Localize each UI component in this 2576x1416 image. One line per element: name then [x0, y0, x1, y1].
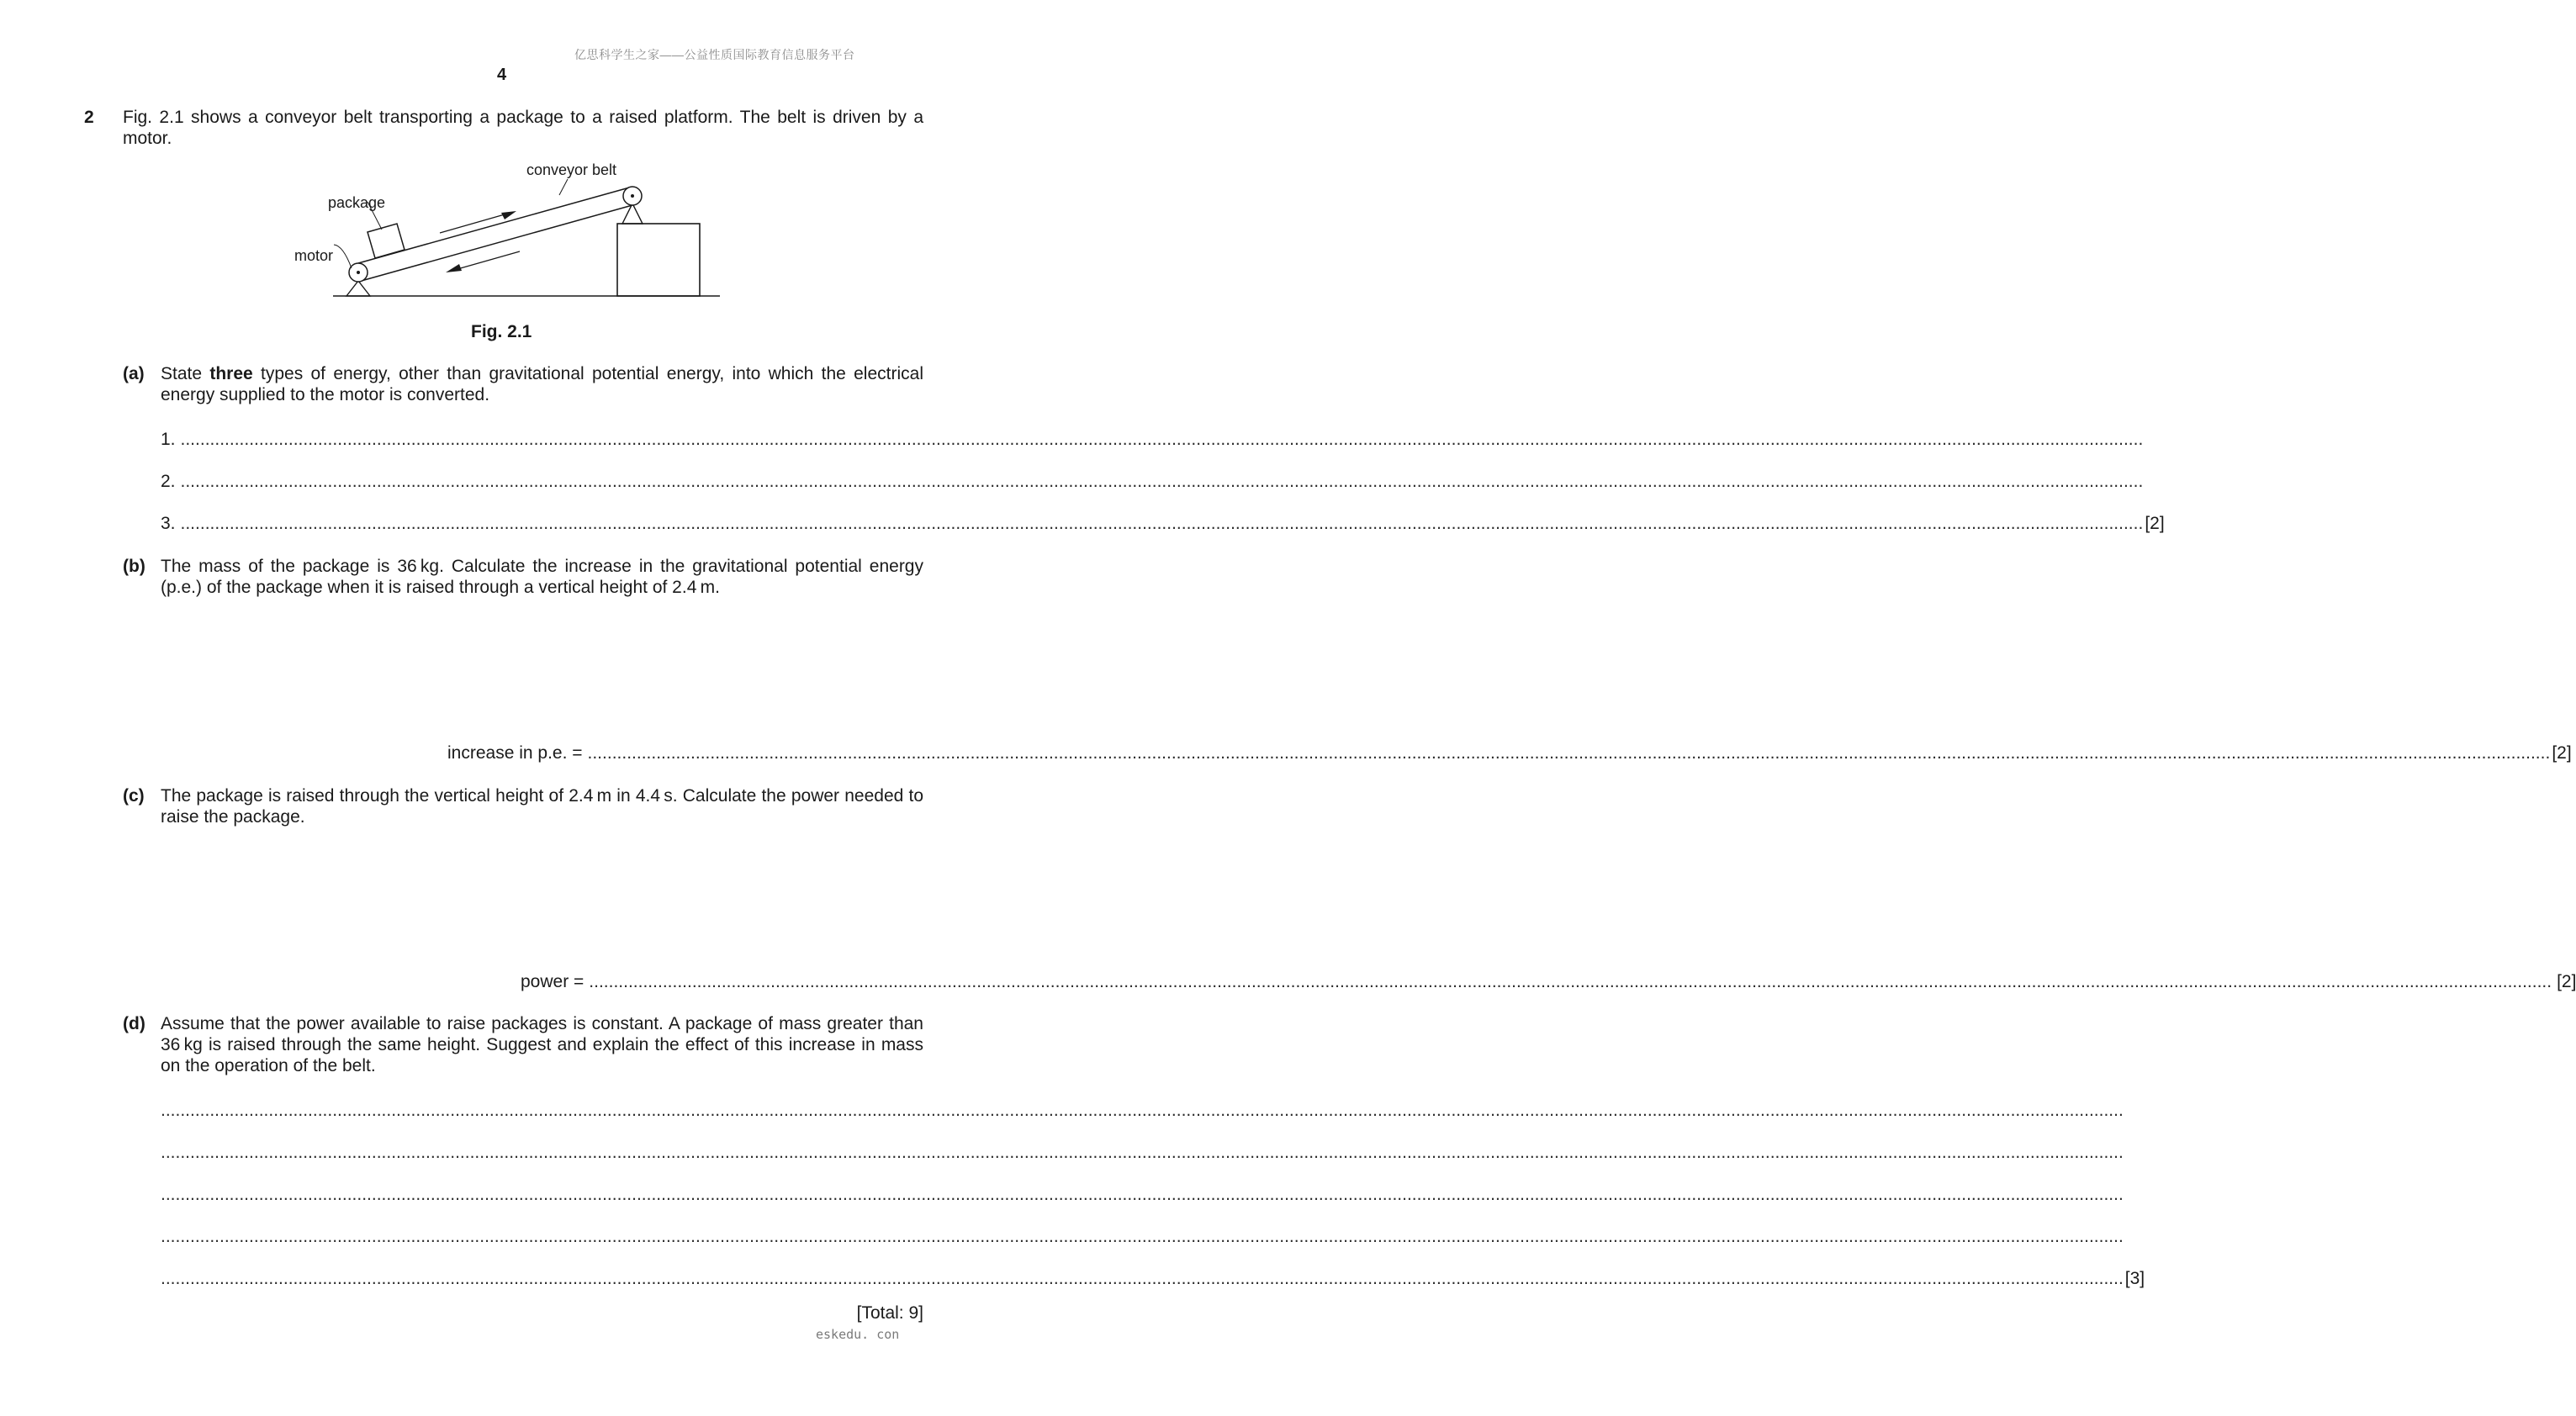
motor-support	[346, 281, 370, 296]
label-conveyor-belt: conveyor belt	[526, 161, 617, 178]
part-c-answer-label: power =	[521, 972, 584, 991]
part-c-marks: [2]	[2557, 972, 2576, 991]
part-a-marks: [2]	[2145, 514, 2165, 533]
part-b-answer-label: increase in p.e. =	[447, 743, 583, 763]
question-number: 2	[84, 108, 94, 127]
label-motor: motor	[294, 247, 334, 264]
answer-line-a2[interactable]: 2. ................................................................................................................................................................................................................................................................................................................................................................................................................	[161, 472, 2144, 491]
arrow-down	[458, 251, 520, 269]
package-box	[368, 224, 405, 258]
header-watermark: 亿思科学生之家——公益性质国际教育信息服务平台	[574, 48, 855, 61]
answer-line-d1[interactable]: ................................................................................................................................................................................................................................................................................................................................................................................................................	[161, 1101, 2124, 1120]
conveyor-belt-figure	[278, 161, 732, 303]
answer-line-b[interactable]: increase in p.e. = ................................................................................................................................................................................................................................................................................................................................................................................................................ [2]	[447, 743, 2572, 763]
belt-leader	[559, 179, 568, 195]
part-d-label: (d)	[123, 1014, 145, 1033]
arrow-up	[440, 214, 505, 233]
total-marks: [Total: 9]	[856, 1303, 923, 1323]
part-a-text: State three types of energy, other than gravitational potential energy, into which the electrical energy supplied to the motor is converted.	[161, 364, 923, 404]
answer-line-d3[interactable]: ................................................................................................................................................................................................................................................................................................................................................................................................................	[161, 1185, 2124, 1204]
answer-line-a3[interactable]: 3. ................................................................................................................................................................................................................................................................................................................................................................................................................ [2]	[161, 514, 2165, 533]
part-c-label: (c)	[123, 786, 145, 806]
footer-website: eskedu. con	[816, 1327, 900, 1342]
part-a-label: (a)	[123, 364, 145, 383]
part-b-marks: [2]	[2552, 743, 2572, 763]
part-d-text: Assume that the power available to raise packages is constant. A package of mass greater than 36 kg is raised through the same height. Suggest and explain the effect of this increase in mass on the operation of the belt.	[161, 1014, 923, 1075]
part-d-marks: [3]	[2124, 1269, 2145, 1288]
raised-platform	[617, 224, 700, 296]
question-intro: Fig. 2.1 shows a conveyor belt transporting a package to a raised platform. The belt is driven by a motor.	[123, 108, 923, 148]
motor-leader	[334, 245, 352, 268]
answer-line-d4[interactable]: ................................................................................................................................................................................................................................................................................................................................................................................................................	[161, 1227, 2124, 1246]
answer-line-c[interactable]: power = ................................................................................................................................................................................................................................................................................................................................................................................................................ [2]	[521, 972, 2576, 991]
answer-line-a1[interactable]: 1. ................................................................................................................................................................................................................................................................................................................................................................................................................	[161, 430, 2144, 449]
answer-line-d5[interactable]: ................................................................................................................................................................................................................................................................................................................................................................................................................ [3]	[161, 1269, 2145, 1288]
page-number: 4	[497, 66, 507, 84]
part-b-text: The mass of the package is 36 kg. Calculate the increase in the gravitational potential energy (p.e.) of the package when it is raised through a vertical height of 2.4 m.	[161, 557, 923, 597]
part-b-label: (b)	[123, 557, 145, 576]
label-package: package	[328, 194, 386, 211]
part-c-text: The package is raised through the vertical height of 2.4 m in 4.4 s. Calculate the power needed to raise the package.	[161, 786, 923, 827]
figure-caption: Fig. 2.1	[471, 322, 532, 341]
answer-line-d2[interactable]: ................................................................................................................................................................................................................................................................................................................................................................................................................	[161, 1143, 2124, 1162]
